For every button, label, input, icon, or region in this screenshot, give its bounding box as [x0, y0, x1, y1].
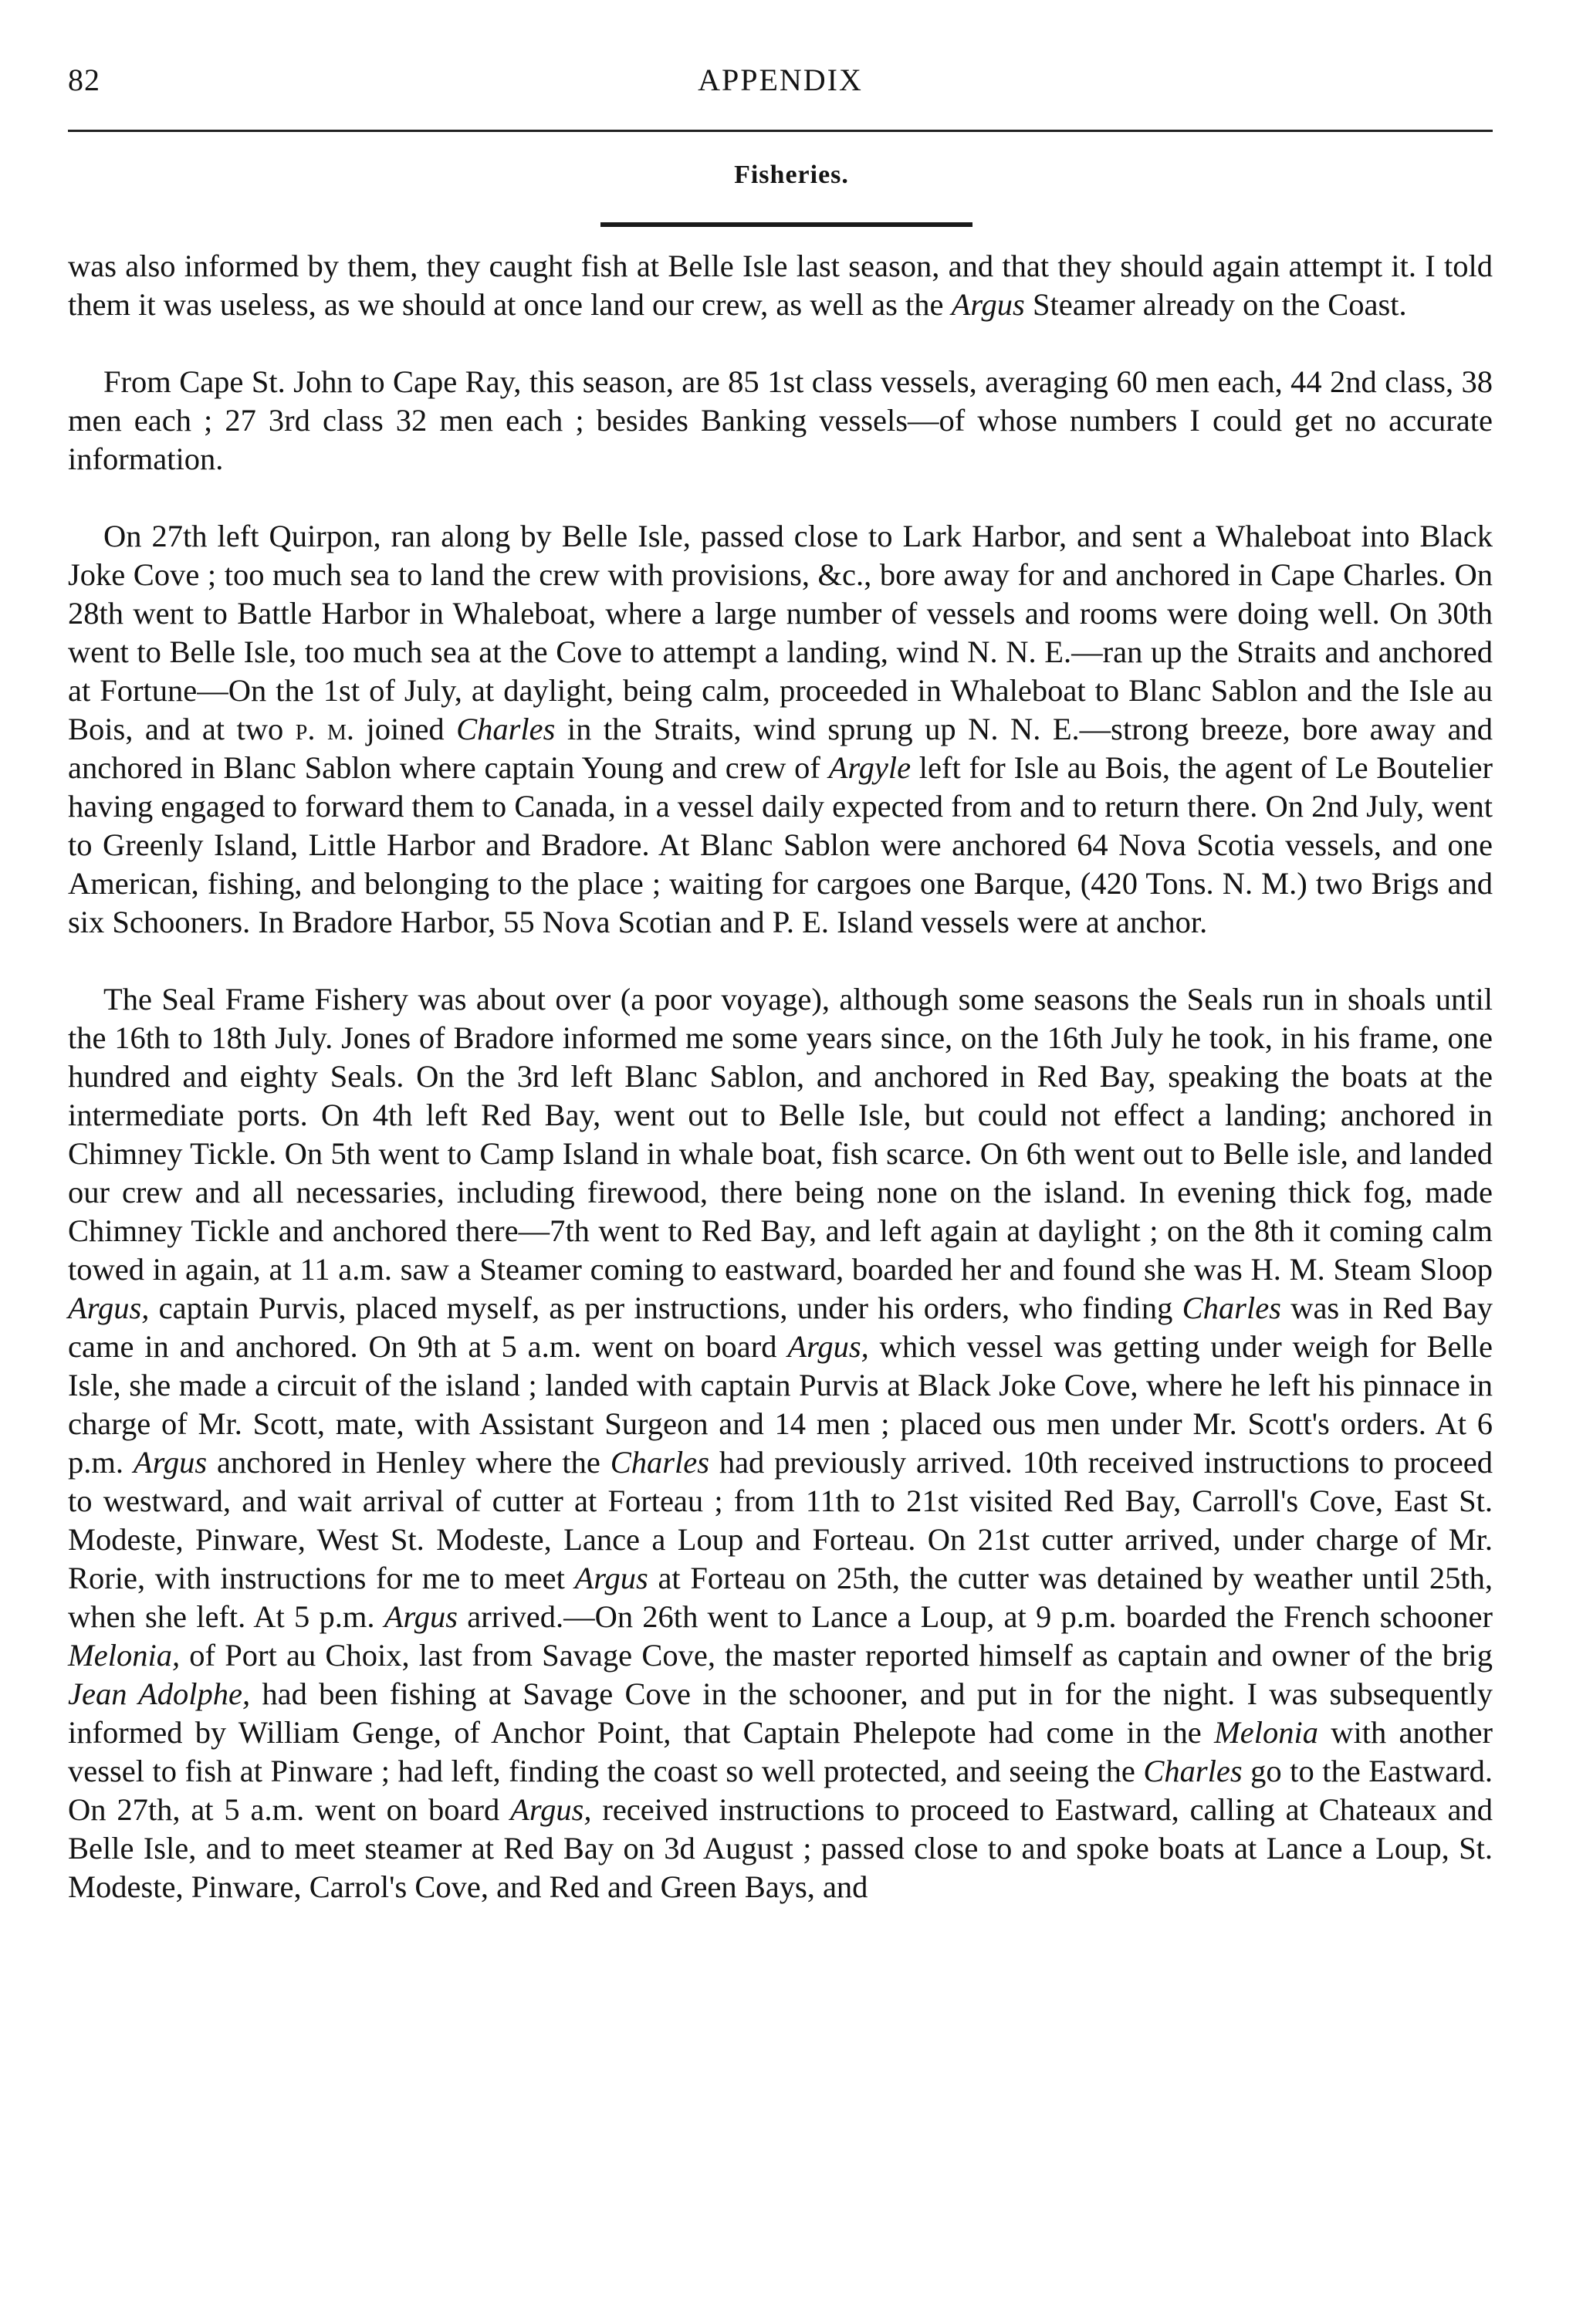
text-run: joined — [353, 712, 457, 746]
paragraph-gap — [68, 324, 1493, 363]
page-number: 82 — [68, 63, 100, 97]
section-title: Fisheries. — [734, 161, 849, 189]
text-run: which vessel was getting under weigh for Belle Isle, she made a circuit of the island ; landed with captain Purvis at Black Joke Cove, where he left his pinnace in charge of Mr. Scott, mate, with Assistant Surgeon and 14 men ; placed ous men under Mr. Scott's orders. At 6 p.m. — [68, 1329, 1493, 1480]
text-run: The Seal Frame Fishery was about over (a poor voyage), although some seasons the Seals run in shoals until the 16th to 18th July. Jones of Bradore informed me some years since, on the 16th July he took, in his frame, one hundred and eighty Seals. On the 3rd left Blanc Sablon, and anchored in Red Bay, speaking the boats at the intermediate ports. On 4th left Red Bay, went out to Belle Isle, but could not effect a landing; anchored in Chimney Tickle. On 5th went to Camp Island in whale boat, fish scarce. On 6th went out to Belle isle, and landed our crew and all necessaries, including firewood, there being none on the island. In evening thick fog, made Chimney Tickle and anchored there—7th went to Red Bay, and left again at daylight ; on the 8th it coming calm towed in again, at 11 a.m. saw a Steamer coming to eastward, boarded her and found she was H. M. Steam Sloop — [68, 982, 1493, 1287]
page-header — [68, 62, 1493, 108]
text-run: arrived.—On 26th went to Lance a Loup, at 9 p.m. boarded the French schooner — [458, 1599, 1493, 1634]
paragraph-2 — [68, 363, 1493, 479]
vessel-name: Charles — [456, 712, 556, 746]
text-run: left for Isle au Bois, the agent of Le Boutelier having engaged to forward them to Canada, in a vessel daily expected from and to return there. On 2nd July, went to Greenly Island, Little Harbor and Bradore. At Blanc Sablon were anchored 64 Nova Scotia vessels, and one American, fishing, and belonging to the place ; waiting for cargoes one Barque, (420 Tons. N. M.) two Brigs and six Schooners. In Bradore Harbor, 55 Nova Scotian and P. E. Island vessels were at anchor. — [68, 750, 1493, 939]
text-run: at Forteau on 25th, the cutter was detained by weather until 25th, when she left. At 5 p.m. — [68, 1561, 1493, 1634]
vessel-name: Argus — [133, 1445, 208, 1480]
paragraph-gap — [68, 479, 1493, 517]
text-run: was in Red Bay came in and anchored. On 9th at 5 a.m. went on board — [68, 1291, 1493, 1364]
paragraph-1 — [68, 247, 1493, 324]
text-run: captain Purvis, placed myself, as per instructions, under his orders, who finding — [149, 1291, 1182, 1325]
paragraph-gap — [68, 942, 1493, 980]
vessel-name: Argus — [574, 1561, 648, 1595]
text-run: received instructions to proceed to Eastward, calling at Chateaux and Belle Isle, and to meet steamer at Red Bay on 3d August ; passed close to and spoke boats at Lance a Loup, St. Modeste, Pinware, Carrol's Cove, and Red and Green Bays, and — [68, 1792, 1493, 1904]
vessel-name: Argyle — [828, 750, 912, 785]
vessel-name: Argus, — [787, 1329, 869, 1364]
body-text — [68, 247, 1493, 1906]
vessel-name: Argus, — [68, 1291, 150, 1325]
text-run: in the Straits, wind sprung up N. N. E.—strong breeze, bore away and anchored in Blanc Sablon where captain Young and crew of — [68, 712, 1493, 785]
text-run: had previously arrived. 10th received instructions to proceed to westward, and wait arrival of cutter at Forteau ; from 11th to 21st visited Red Bay, Carroll's Cove, East St. Modeste, Pinware, West St. Modeste, Lance a Loup and Forteau. On 21st cutter arrived, under charge of Mr. Rorie, with instructions for me to meet — [68, 1445, 1493, 1595]
section-rule — [600, 222, 972, 227]
vessel-name: Charles — [1143, 1754, 1243, 1788]
vessel-name: Melonia, — [68, 1638, 181, 1673]
paragraph-3 — [68, 517, 1493, 942]
vessel-name: Argus — [951, 287, 1025, 322]
vessel-name: Argus — [384, 1599, 458, 1634]
text-run: go to the Eastward. On 27th, at 5 a.m. went on board — [68, 1754, 1493, 1827]
vessel-name: Argus, — [510, 1792, 592, 1827]
time-abbrev: p. m. — [295, 712, 354, 746]
text-run: On 27th left Quirpon, ran along by Belle Isle, passed close to Lark Harbor, and sent a Whaleboat into Black Joke Cove ; too much sea to land the crew with provisions, &c., bore away for and anchored in Cape Charles. On 28th went to Battle Harbor in Whaleboat, where a large number of vessels and rooms were doing well. On 30th went to Belle Isle, too much sea at the Cove to attempt a landing, wind N. N. E.—ran up the Straits and anchored at Fortune—On the 1st of July, at daylight, being calm, proceeded in Whaleboat to Blanc Sablon and the Isle au Bois, and at two — [68, 519, 1493, 746]
paragraph-4 — [68, 980, 1493, 1906]
vessel-name: Charles — [1182, 1291, 1281, 1325]
text-run: with another vessel to fish at Pinware ; had left, finding the coast so well protected, and seeing the — [68, 1715, 1493, 1788]
text-run: was also informed by them, they caught fish at Belle Isle last season, and that they should again attempt it. I told them it was useless, as we should at once land our crew, as well as the — [68, 249, 1493, 322]
text-run: From Cape St. John to Cape Ray, this season, are 85 1st class vessels, averaging 60 men each, 44 2nd class, 38 men each ; 27 3rd class 32 men each ; besides Banking vessels—of whose numbers I could get no accurate information. — [68, 364, 1493, 476]
text-run: had been fishing at Savage Cove in the schooner, and put in for the night. I was subsequently informed by William Genge, of Anchor Point, that Captain Phelepote had come in the — [68, 1676, 1493, 1750]
vessel-name: Melonia — [1214, 1715, 1319, 1750]
running-title: APPENDIX — [698, 63, 863, 97]
vessel-name: Jean Adolphe, — [68, 1676, 251, 1711]
text-run: of Port au Choix, last from Savage Cove, the master reported himself as captain and owner of the brig — [180, 1638, 1493, 1673]
vessel-name: Charles — [610, 1445, 709, 1480]
text-run: anchored in Henley where the — [207, 1445, 611, 1480]
header-rule — [68, 130, 1493, 132]
text-run: Steamer already on the Coast. — [1024, 287, 1407, 322]
